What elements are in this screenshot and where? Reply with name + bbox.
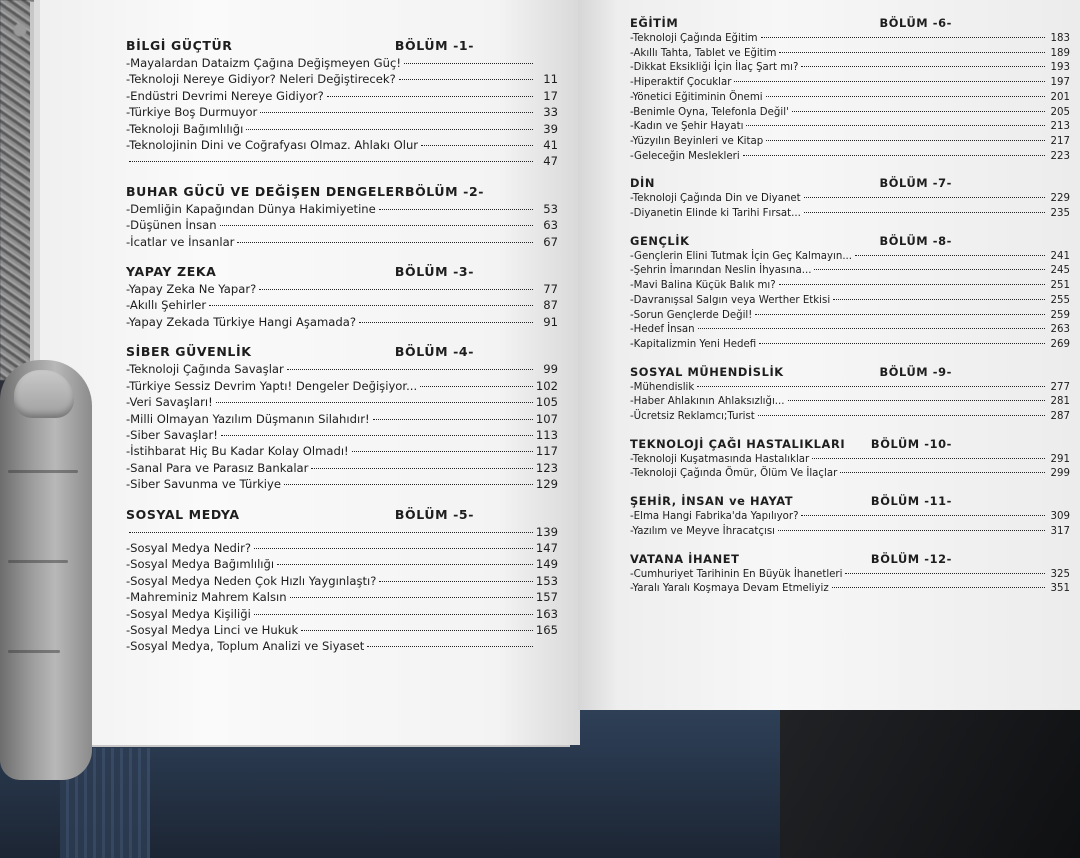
chapter-number: BÖLÜM -12- xyxy=(870,551,952,566)
page-number: 67 xyxy=(543,234,558,249)
entry-title: -Türkiye Sessiz Devrim Yaptı! Dengeler Değişiyor... xyxy=(126,378,418,393)
dot-leader xyxy=(766,96,1045,97)
entry-title: -Geleceğin Meslekleri xyxy=(630,150,740,162)
entry-title: -Teknoloji Çağında Ömür, Ölüm Ve İlaçlar xyxy=(630,468,838,480)
toc-entry xyxy=(126,556,558,572)
dot-leader xyxy=(421,145,533,146)
chapter-number: BÖLÜM -2- xyxy=(404,183,485,199)
entry-title: -Hiperaktif Çocuklar xyxy=(630,77,732,89)
toc-entry xyxy=(126,378,558,394)
section-title: VATANA İHANET xyxy=(630,551,740,566)
toc-entry xyxy=(630,294,1070,309)
toc-section xyxy=(630,437,1070,482)
entry-title: -Elma Hangi Fabrika'da Yapılıyor? xyxy=(630,511,799,523)
section-heading xyxy=(630,437,1070,451)
entry-title: -Benimle Oyna, Telefonla Değil' xyxy=(630,106,789,118)
toc-entry xyxy=(126,88,558,104)
dot-leader xyxy=(301,630,533,631)
entry-title: -Teknoloji Kuşatmasında Hastalıklar xyxy=(630,453,810,465)
toc-entry xyxy=(126,361,558,377)
dot-leader xyxy=(778,530,1045,531)
toc-entry xyxy=(126,524,558,540)
entry-title: -Veri Savaşları! xyxy=(126,395,213,410)
entry-title: -Sorun Gençlerde Değil! xyxy=(630,309,753,321)
entry-title: -İstihbarat Hiç Bu Kadar Kolay Olmadı! xyxy=(126,444,349,459)
entry-title: -Sosyal Medya Bağımlılığı xyxy=(126,557,275,572)
toc-entry xyxy=(630,250,1070,265)
dot-leader xyxy=(237,242,533,243)
dot-leader xyxy=(379,581,532,582)
toc-entry xyxy=(126,234,558,250)
section-title: YAPAY ZEKA xyxy=(126,264,217,280)
toc-entry xyxy=(630,309,1070,324)
entry-title: -Düşünen İnsan xyxy=(126,218,217,233)
toc-entry xyxy=(126,297,558,313)
chapter-number: BÖLÜM -4- xyxy=(394,344,474,360)
toc-entry xyxy=(630,264,1070,279)
section-heading xyxy=(126,184,558,199)
toc-entry xyxy=(126,217,558,233)
page-number: 229 xyxy=(1050,193,1070,205)
entry-title: -Yüzyılın Beyinleri ve Kitap xyxy=(630,135,764,147)
section-title: SOSYAL MÜHENDİSLİK xyxy=(630,364,784,379)
page-number: 245 xyxy=(1050,265,1070,277)
entry-title: -Milli Olmayan Yazılım Düşmanın Silahıdır! xyxy=(126,411,370,426)
toc-section xyxy=(630,176,1070,221)
toc-entry xyxy=(630,120,1070,135)
dot-leader xyxy=(779,284,1045,285)
toc-entry xyxy=(630,510,1070,525)
page-number: 33 xyxy=(543,105,558,120)
page-number: 17 xyxy=(543,88,558,103)
toc-section xyxy=(126,507,558,655)
toc-entry xyxy=(630,207,1070,222)
entry-title: -Mühendislik xyxy=(630,381,695,393)
toc-entry xyxy=(630,410,1070,425)
dot-leader xyxy=(246,129,533,130)
page-number: 165 xyxy=(535,622,558,637)
dot-leader xyxy=(260,112,533,113)
dot-leader xyxy=(804,197,1045,198)
page-number: 197 xyxy=(1050,77,1070,89)
dot-leader xyxy=(311,468,532,469)
page-number: 205 xyxy=(1050,106,1070,118)
entry-title: -Sanal Para ve Parasız Bankalar xyxy=(126,460,309,475)
dot-leader xyxy=(801,66,1045,67)
dot-leader xyxy=(327,96,533,97)
entry-title: -Mayalardan Dataizm Çağına Değişmeyen Güç! xyxy=(126,56,402,70)
toc-entry xyxy=(126,55,558,71)
dot-leader xyxy=(814,269,1045,270)
dot-leader xyxy=(129,161,533,162)
toc-entry xyxy=(126,443,558,459)
entry-title: -Yapay Zeka Ne Yapar? xyxy=(126,282,257,297)
entry-title: -Diyanetin Elinde ki Tarihi Fırsat... xyxy=(630,208,801,220)
knuckle-crease xyxy=(8,560,68,563)
dot-leader xyxy=(284,484,533,485)
entry-title: -Teknoloji Bağımlılığı xyxy=(126,121,244,136)
page-number: 102 xyxy=(535,378,558,393)
dot-leader xyxy=(697,386,1045,387)
toc-section xyxy=(126,264,558,330)
page-number: 11 xyxy=(543,72,558,87)
toc-entry xyxy=(126,153,558,169)
toc-entry xyxy=(126,427,558,443)
dot-leader xyxy=(734,81,1045,82)
page-number: 123 xyxy=(535,460,558,475)
chapter-number: BÖLÜM -10- xyxy=(870,436,952,451)
page-number: 47 xyxy=(543,154,558,169)
toc-entry xyxy=(126,460,558,476)
toc-entry xyxy=(630,381,1070,396)
toc-entry xyxy=(126,589,558,605)
chapter-number: BÖLÜM -5- xyxy=(394,506,474,522)
knuckle-crease xyxy=(8,650,60,653)
dot-leader xyxy=(254,614,533,615)
entry-title: -Kadın ve Şehir Hayatı xyxy=(630,121,744,133)
page-number: 139 xyxy=(535,524,558,539)
section-heading xyxy=(126,38,558,53)
page-number: 235 xyxy=(1050,208,1070,220)
knuckle-crease xyxy=(8,470,78,473)
page-number: 309 xyxy=(1050,511,1070,523)
section-title: ŞEHİR, İNSAN ve HAYAT xyxy=(630,494,794,509)
toc-entry xyxy=(630,453,1070,468)
entry-title: -Hedef İnsan xyxy=(630,324,695,336)
entry-title: -Yazılım ve Meyve İhracatçısı xyxy=(630,525,775,537)
entry-title: -Teknolojinin Dini ve Coğrafyası Olmaz. Ahlakı Olur xyxy=(126,138,419,153)
page-number: 63 xyxy=(543,218,558,233)
section-heading xyxy=(126,264,558,279)
page-number: 277 xyxy=(1050,381,1070,393)
page-number: 193 xyxy=(1050,62,1070,74)
toc-section xyxy=(630,552,1070,597)
page-number: 91 xyxy=(543,314,558,329)
entry-title: -Akıllı Şehirler xyxy=(126,298,207,313)
entry-title: -Şehrin İmarından Neslin İhyasına... xyxy=(630,265,812,277)
entry-title: -Akıllı Tahta, Tablet ve Eğitim xyxy=(630,47,777,59)
dot-leader xyxy=(840,472,1045,473)
toc-entry xyxy=(126,638,558,654)
entry-title: -Dikkat Eksikliği İçin İlaç Şart mı? xyxy=(630,62,799,74)
toc-entry xyxy=(630,395,1070,410)
toc-entry xyxy=(630,76,1070,91)
toc-entry xyxy=(126,606,558,622)
entry-title: -Sosyal Medya Linci ve Hukuk xyxy=(126,622,299,637)
entry-title: -Mahreminiz Mahrem Kalsın xyxy=(126,590,287,605)
entry-title: -İcatlar ve İnsanlar xyxy=(126,234,235,249)
page-number: 129 xyxy=(535,477,558,492)
toc-section xyxy=(630,365,1070,425)
entry-title: -Teknoloji Çağında Eğitim xyxy=(630,33,758,44)
section-heading xyxy=(630,176,1070,190)
toc-entry xyxy=(630,467,1070,482)
toc-entry xyxy=(126,281,558,297)
section-title: SOSYAL MEDYA xyxy=(126,506,240,522)
toc-entry xyxy=(630,525,1070,540)
dot-leader xyxy=(359,322,533,323)
dot-leader xyxy=(758,415,1045,416)
entry-title: -Teknoloji Nereye Gidiyor? Neleri Değiştirecek? xyxy=(126,72,396,87)
dot-leader xyxy=(129,532,533,533)
toc-entry xyxy=(126,622,558,638)
dot-leader xyxy=(766,140,1045,141)
entry-title: -Endüstri Devrimi Nereye Gidiyor? xyxy=(126,88,324,103)
entry-title: -Sosyal Medya Kişiliği xyxy=(126,606,251,621)
toc-entry xyxy=(630,61,1070,76)
dot-leader xyxy=(220,225,533,226)
toc-entry xyxy=(126,540,558,556)
section-heading xyxy=(630,365,1070,379)
toc-section xyxy=(126,184,558,250)
chapter-number: BÖLÜM -8- xyxy=(879,233,952,248)
dot-leader xyxy=(373,419,533,420)
right-page-toc xyxy=(578,0,1080,710)
page-number: 255 xyxy=(1050,294,1070,306)
dot-leader xyxy=(399,79,533,80)
page-number: 99 xyxy=(543,362,558,377)
toc-section xyxy=(630,494,1070,539)
page-number: 287 xyxy=(1050,411,1070,423)
dot-leader xyxy=(832,587,1045,588)
entry-title: -Siber Savunma ve Türkiye xyxy=(126,477,282,492)
toc-section xyxy=(630,16,1070,164)
dot-leader xyxy=(801,515,1045,516)
dot-leader xyxy=(277,564,533,565)
section-title: DİN xyxy=(630,176,656,191)
page-number: 263 xyxy=(1050,324,1070,336)
toc-entry xyxy=(126,394,558,410)
section-title: BİLGİ GÜÇTÜR xyxy=(126,38,233,53)
page-number: 147 xyxy=(535,540,558,555)
page-number: 351 xyxy=(1050,583,1070,595)
page-number: 241 xyxy=(1050,250,1070,262)
section-title: GENÇLİK xyxy=(630,233,690,248)
toc-entry xyxy=(630,582,1070,597)
page-number: 223 xyxy=(1050,150,1070,162)
entry-title: -Sosyal Medya Nedir? xyxy=(126,540,252,555)
section-title: SİBER GÜVENLİK xyxy=(126,344,252,360)
page-number: 259 xyxy=(1050,309,1070,321)
chapter-number: BÖLÜM -6- xyxy=(879,16,952,30)
page-number: 105 xyxy=(535,395,558,410)
entry-title: -Mavi Balina Küçük Balık mı? xyxy=(630,280,776,292)
dot-leader xyxy=(812,458,1045,459)
page-number: 107 xyxy=(535,411,558,426)
dot-leader xyxy=(804,212,1045,213)
page-number: 163 xyxy=(535,606,558,621)
entry-title: -Teknoloji Çağında Savaşlar xyxy=(126,362,284,377)
page-number: 157 xyxy=(535,590,558,605)
toc-entry xyxy=(630,91,1070,106)
dot-leader xyxy=(379,209,533,210)
section-heading xyxy=(630,552,1070,566)
page-number: 281 xyxy=(1050,396,1070,408)
page-number: 291 xyxy=(1050,453,1070,465)
page-number: 153 xyxy=(535,573,558,588)
dot-leader xyxy=(788,400,1045,401)
section-heading xyxy=(126,507,558,522)
page-number: 113 xyxy=(535,427,558,442)
chapter-number: BÖLÜM -3- xyxy=(394,264,474,280)
section-heading xyxy=(126,344,558,359)
page-number: 39 xyxy=(543,121,558,136)
page-number: 217 xyxy=(1050,135,1070,147)
entry-title: -Sosyal Medya, Toplum Analizi ve Siyaset xyxy=(126,639,365,654)
page-number: 269 xyxy=(1050,338,1070,350)
section-title: EĞİTİM xyxy=(630,16,679,30)
dot-leader xyxy=(761,37,1045,38)
dot-leader xyxy=(216,402,533,403)
holding-hand xyxy=(0,360,92,780)
section-heading xyxy=(630,16,1070,30)
toc-entry xyxy=(630,32,1070,47)
page-number: 183 xyxy=(1050,33,1070,44)
toc-section xyxy=(126,38,558,170)
section-title: BUHAR GÜCÜ VE DEĞİŞEN DENGELER xyxy=(126,183,405,199)
entry-title: -Kapitalizmin Yeni Hedefi xyxy=(630,338,757,350)
dot-leader xyxy=(404,63,533,64)
dot-leader xyxy=(746,125,1045,126)
open-book xyxy=(40,0,1080,745)
page-number: 77 xyxy=(543,282,558,297)
dot-leader xyxy=(792,111,1045,112)
toc-entry xyxy=(126,411,558,427)
dot-leader xyxy=(367,646,533,647)
toc-entry xyxy=(126,137,558,153)
toc-entry xyxy=(126,104,558,120)
dot-leader xyxy=(420,386,533,387)
toc-entry xyxy=(126,201,558,217)
toc-entry xyxy=(126,476,558,492)
dot-leader xyxy=(779,52,1045,53)
dot-leader xyxy=(755,314,1045,315)
section-heading xyxy=(630,234,1070,248)
entry-title: -Türkiye Boş Durmuyor xyxy=(126,105,258,120)
toc-entry xyxy=(630,338,1070,353)
dot-leader xyxy=(833,299,1045,300)
dot-leader xyxy=(259,289,533,290)
entry-title: -Teknoloji Çağında Din ve Diyanet xyxy=(630,193,801,205)
dot-leader xyxy=(845,573,1045,574)
page-number: 251 xyxy=(1050,280,1070,292)
dot-leader xyxy=(287,369,533,370)
dot-leader xyxy=(221,435,533,436)
page-number: 117 xyxy=(535,444,558,459)
entry-title: -Haber Ahlakının Ahlaksızlığı... xyxy=(630,396,785,408)
page-number: 149 xyxy=(535,557,558,572)
section-heading xyxy=(630,494,1070,508)
entry-title: -Cumhuriyet Tarihinin En Büyük İhanetleri xyxy=(630,568,843,580)
dot-leader xyxy=(209,305,533,306)
dot-leader xyxy=(759,343,1045,344)
chapter-number: BÖLÜM -1- xyxy=(394,38,474,53)
toc-entry xyxy=(126,573,558,589)
page-number: 41 xyxy=(543,138,558,153)
page-number: 325 xyxy=(1050,568,1070,580)
entry-title: -Sosyal Medya Neden Çok Hızlı Yaygınlaştı? xyxy=(126,573,377,588)
toc-entry xyxy=(630,323,1070,338)
entry-title: -Davranışsal Salgın veya Werther Etkisi xyxy=(630,294,831,306)
entry-title: -Yaralı Yaralı Koşmaya Devam Etmeliyiz xyxy=(630,583,829,595)
page-number: 201 xyxy=(1050,91,1070,103)
chapter-number: BÖLÜM -9- xyxy=(879,364,952,379)
chapter-number: BÖLÜM -7- xyxy=(879,176,952,191)
toc-entry xyxy=(126,71,558,87)
dot-leader xyxy=(698,328,1045,329)
entry-title: -Yapay Zekada Türkiye Hangi Aşamada? xyxy=(126,314,356,329)
toc-entry xyxy=(126,121,558,137)
toc-entry xyxy=(630,568,1070,583)
entry-title: -Gençlerin Elini Tutmak İçin Geç Kalmayın... xyxy=(630,250,853,262)
toc-entry xyxy=(630,106,1070,121)
dot-leader xyxy=(743,155,1045,156)
dot-leader xyxy=(290,597,533,598)
toc-section xyxy=(126,344,558,492)
left-page-toc xyxy=(40,0,580,745)
entry-title: -Demliğin Kapağından Dünya Hakimiyetine xyxy=(126,201,376,216)
dot-leader xyxy=(254,548,533,549)
chapter-number: BÖLÜM -11- xyxy=(870,494,952,509)
toc-entry xyxy=(630,135,1070,150)
toc-entry xyxy=(630,150,1070,165)
toc-entry xyxy=(630,279,1070,294)
page-number: 299 xyxy=(1050,468,1070,480)
entry-title: -Ücretsiz Reklamcı;Turist xyxy=(630,411,755,423)
page-number: 317 xyxy=(1050,525,1070,537)
section-title: TEKNOLOJİ ÇAĞI HASTALIKLARI xyxy=(630,436,846,451)
page-number: 87 xyxy=(543,298,558,313)
page-number: 189 xyxy=(1050,47,1070,59)
entry-title: -Siber Savaşlar! xyxy=(126,427,218,442)
toc-entry xyxy=(630,192,1070,207)
dot-leader xyxy=(352,451,533,452)
entry-title: -Yönetici Eğitiminin Önemi xyxy=(630,91,763,103)
dot-leader xyxy=(855,255,1045,256)
toc-entry xyxy=(630,47,1070,62)
toc-entry xyxy=(126,314,558,330)
page-number: 53 xyxy=(543,201,558,216)
page-number: 213 xyxy=(1050,121,1070,133)
toc-section xyxy=(630,234,1070,353)
